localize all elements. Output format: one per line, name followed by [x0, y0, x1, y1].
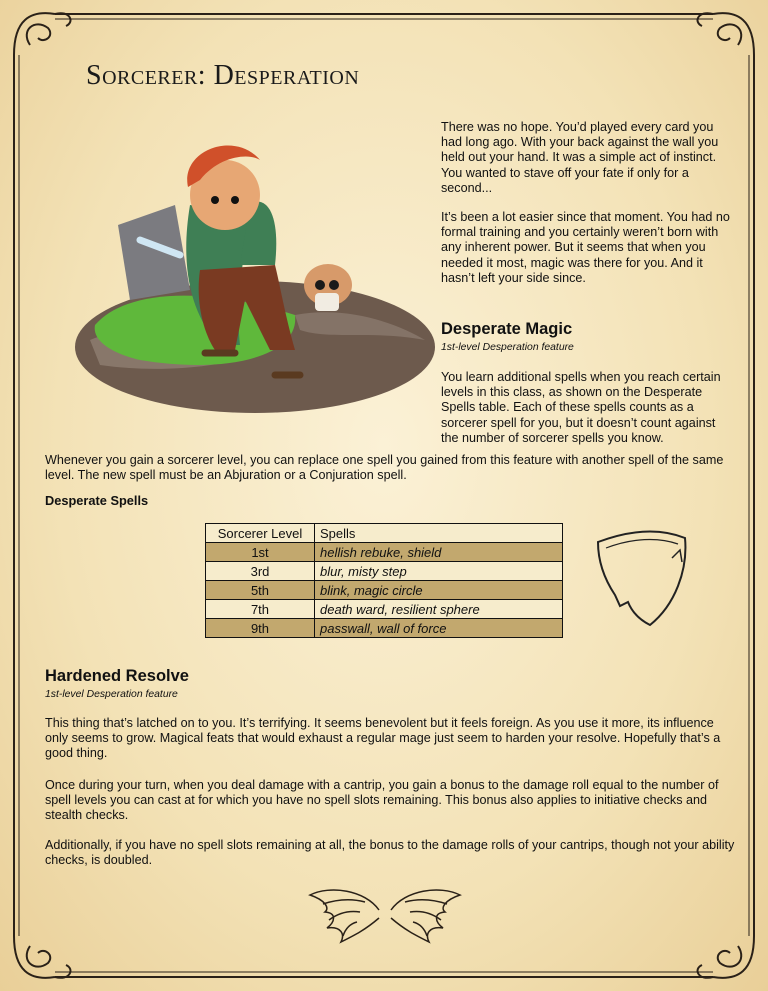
desperate-magic-paragraph-2: Whenever you gain a sorcerer level, you can replace one spell you gained from this feature with another spell of the same level. The new spell must be an Abjuration or a Conjuration spell. [45, 453, 724, 483]
table-row [206, 562, 563, 581]
table-row [206, 581, 563, 600]
desperate-magic-subtitle: 1st-level Desperation feature [441, 342, 574, 353]
row-spells: blink, magic circle [315, 581, 563, 600]
table-row [206, 543, 563, 562]
table-row [206, 600, 563, 619]
row-spells: hellish rebuke, shield [315, 543, 563, 562]
column-header-spells: Spells [315, 524, 563, 543]
row-spells: death ward, resilient sphere [315, 600, 563, 619]
desperate-spells-table [205, 523, 563, 638]
page-title: Sorcerer: Desperation [86, 60, 360, 91]
wings-ornament-icon [305, 880, 465, 955]
column-header-level: Sorcerer Level [206, 524, 315, 543]
table-row [206, 619, 563, 638]
row-level: 1st [206, 543, 315, 562]
hardened-resolve-paragraph-1: This thing that’s latched on to you. It’s terrifying. It seems benevolent but it feels foreign. As you use it more, its influence only seems to grow. Magical feats that would exhaust a regular mage just seem to harden your resolve. Hopefully that’s a good thing. [45, 716, 721, 761]
row-spells: blur, misty step [315, 562, 563, 581]
hardened-resolve-paragraph-2: Once during your turn, when you deal damage with a cantrip, you gain a bonus to the damage roll equal to the number of spell levels you can cast at for which you have no spell slots remaining. This bonus also applies to initiative checks and stealth checks. [45, 778, 719, 823]
intro-paragraph-1: There was no hope. You’d played every card you had long ago. With your back against the wall you held out your hand. It was a simple act of instinct. You wanted to stave off your fate if only for a second... [441, 120, 719, 195]
desperate-magic-paragraph-1: You learn additional spells when you reach certain levels in this class, as shown on the Desperate Spells table. Each of these spells counts as a sorcerer spell for you, but it doesn’t count against the number of sorcerer spells you know. [441, 370, 721, 445]
hardened-resolve-heading: Hardened Resolve [45, 667, 189, 685]
row-spells: passwall, wall of force [315, 619, 563, 638]
intro-paragraph-2: It’s been a lot easier since that moment. You had no formal training and you certainly weren’t born with any inherent power. But it seems that when you needed it most, magic was there for you. And it hasn’t left your side since. [441, 210, 730, 285]
broken-shield-icon [590, 520, 700, 632]
hardened-resolve-paragraph-3: Additionally, if you have no spell slots remaining at all, the bonus to the damage rolls of your cantrips, though not your ability checks, is doubled. [45, 838, 735, 868]
row-level: 7th [206, 600, 315, 619]
row-level: 5th [206, 581, 315, 600]
hardened-resolve-subtitle: 1st-level Desperation feature [45, 689, 178, 700]
spells-table-caption: Desperate Spells [45, 493, 149, 508]
table-header-row [206, 524, 563, 543]
hero-illustration-icon [70, 125, 440, 425]
desperate-magic-heading: Desperate Magic [441, 320, 573, 338]
row-level: 3rd [206, 562, 315, 581]
row-level: 9th [206, 619, 315, 638]
